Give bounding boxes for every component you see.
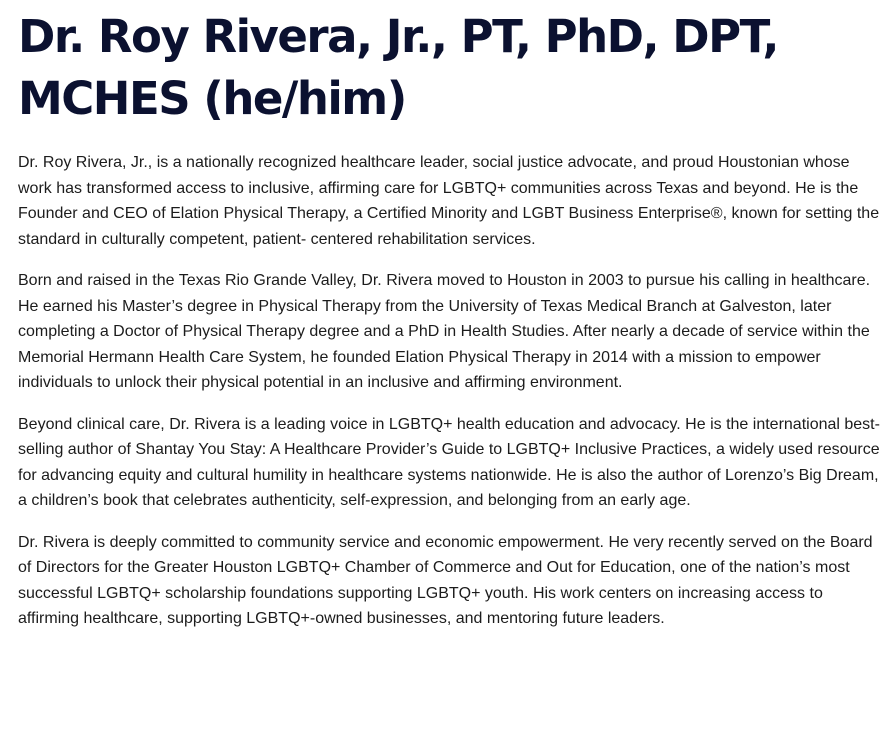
page-title: Dr. Roy Rivera, Jr., PT, PhD, DPT, MCHES (he/him) [18, 10, 778, 125]
bio-paragraph: Beyond clinical care, Dr. Rivera is a leading voice in LGBTQ+ health education and advocacy. He is the international best-selling author of Shantay You Stay: A Healthcare Provider’s Guide to LGBTQ+ Inclusive Practices, a widely used resource for advancing equity and cultural humility in healthcare systems nationwide. He is also the author of Lorenzo’s Big Dream, a children’s book that celebrates authenticity, self-expression, and belonging from an early age. [18, 415, 880, 509]
bio-section [18, 6, 880, 632]
bio-paragraph: Dr. Rivera is deeply committed to community service and economic empowerment. He very recently served on the Board of Directors for the Greater Houston LGBTQ+ Chamber of Commerce and Out for Education, one of the nation’s most successful LGBTQ+ scholarship foundations supporting LGBTQ+ youth. His work centers on increasing access to affirming healthcare, supporting LGBTQ+-owned businesses, and mentoring future leaders. [18, 533, 873, 627]
bio-body [18, 150, 880, 632]
bio-paragraph: Born and raised in the Texas Rio Grande Valley, Dr. Rivera moved to Houston in 2003 to pursue his calling in healthcare. He earned his Master’s degree in Physical Therapy from the University of Texas Medical Branch at Galveston, later completing a Doctor of Physical Therapy degree and a PhD in Health Studies. After nearly a decade of service within the Memorial Hermann Health Care System, he founded Elation Physical Therapy in 2014 with a mission to empower individuals to unlock their physical potential in an inclusive and affirming environment. [18, 272, 871, 391]
bio-paragraph: Dr. Roy Rivera, Jr., is a nationally recognized healthcare leader, social justice advocate, and proud Houstonian whose work has transformed access to inclusive, affirming care for LGBTQ+ communities across Texas and beyond. He is the Founder and CEO of Elation Physical Therapy, a Certified Minority and LGBT Business Enterprise®, known for setting the standard in culturally competent, patient- centered rehabilitation services. [18, 154, 880, 248]
